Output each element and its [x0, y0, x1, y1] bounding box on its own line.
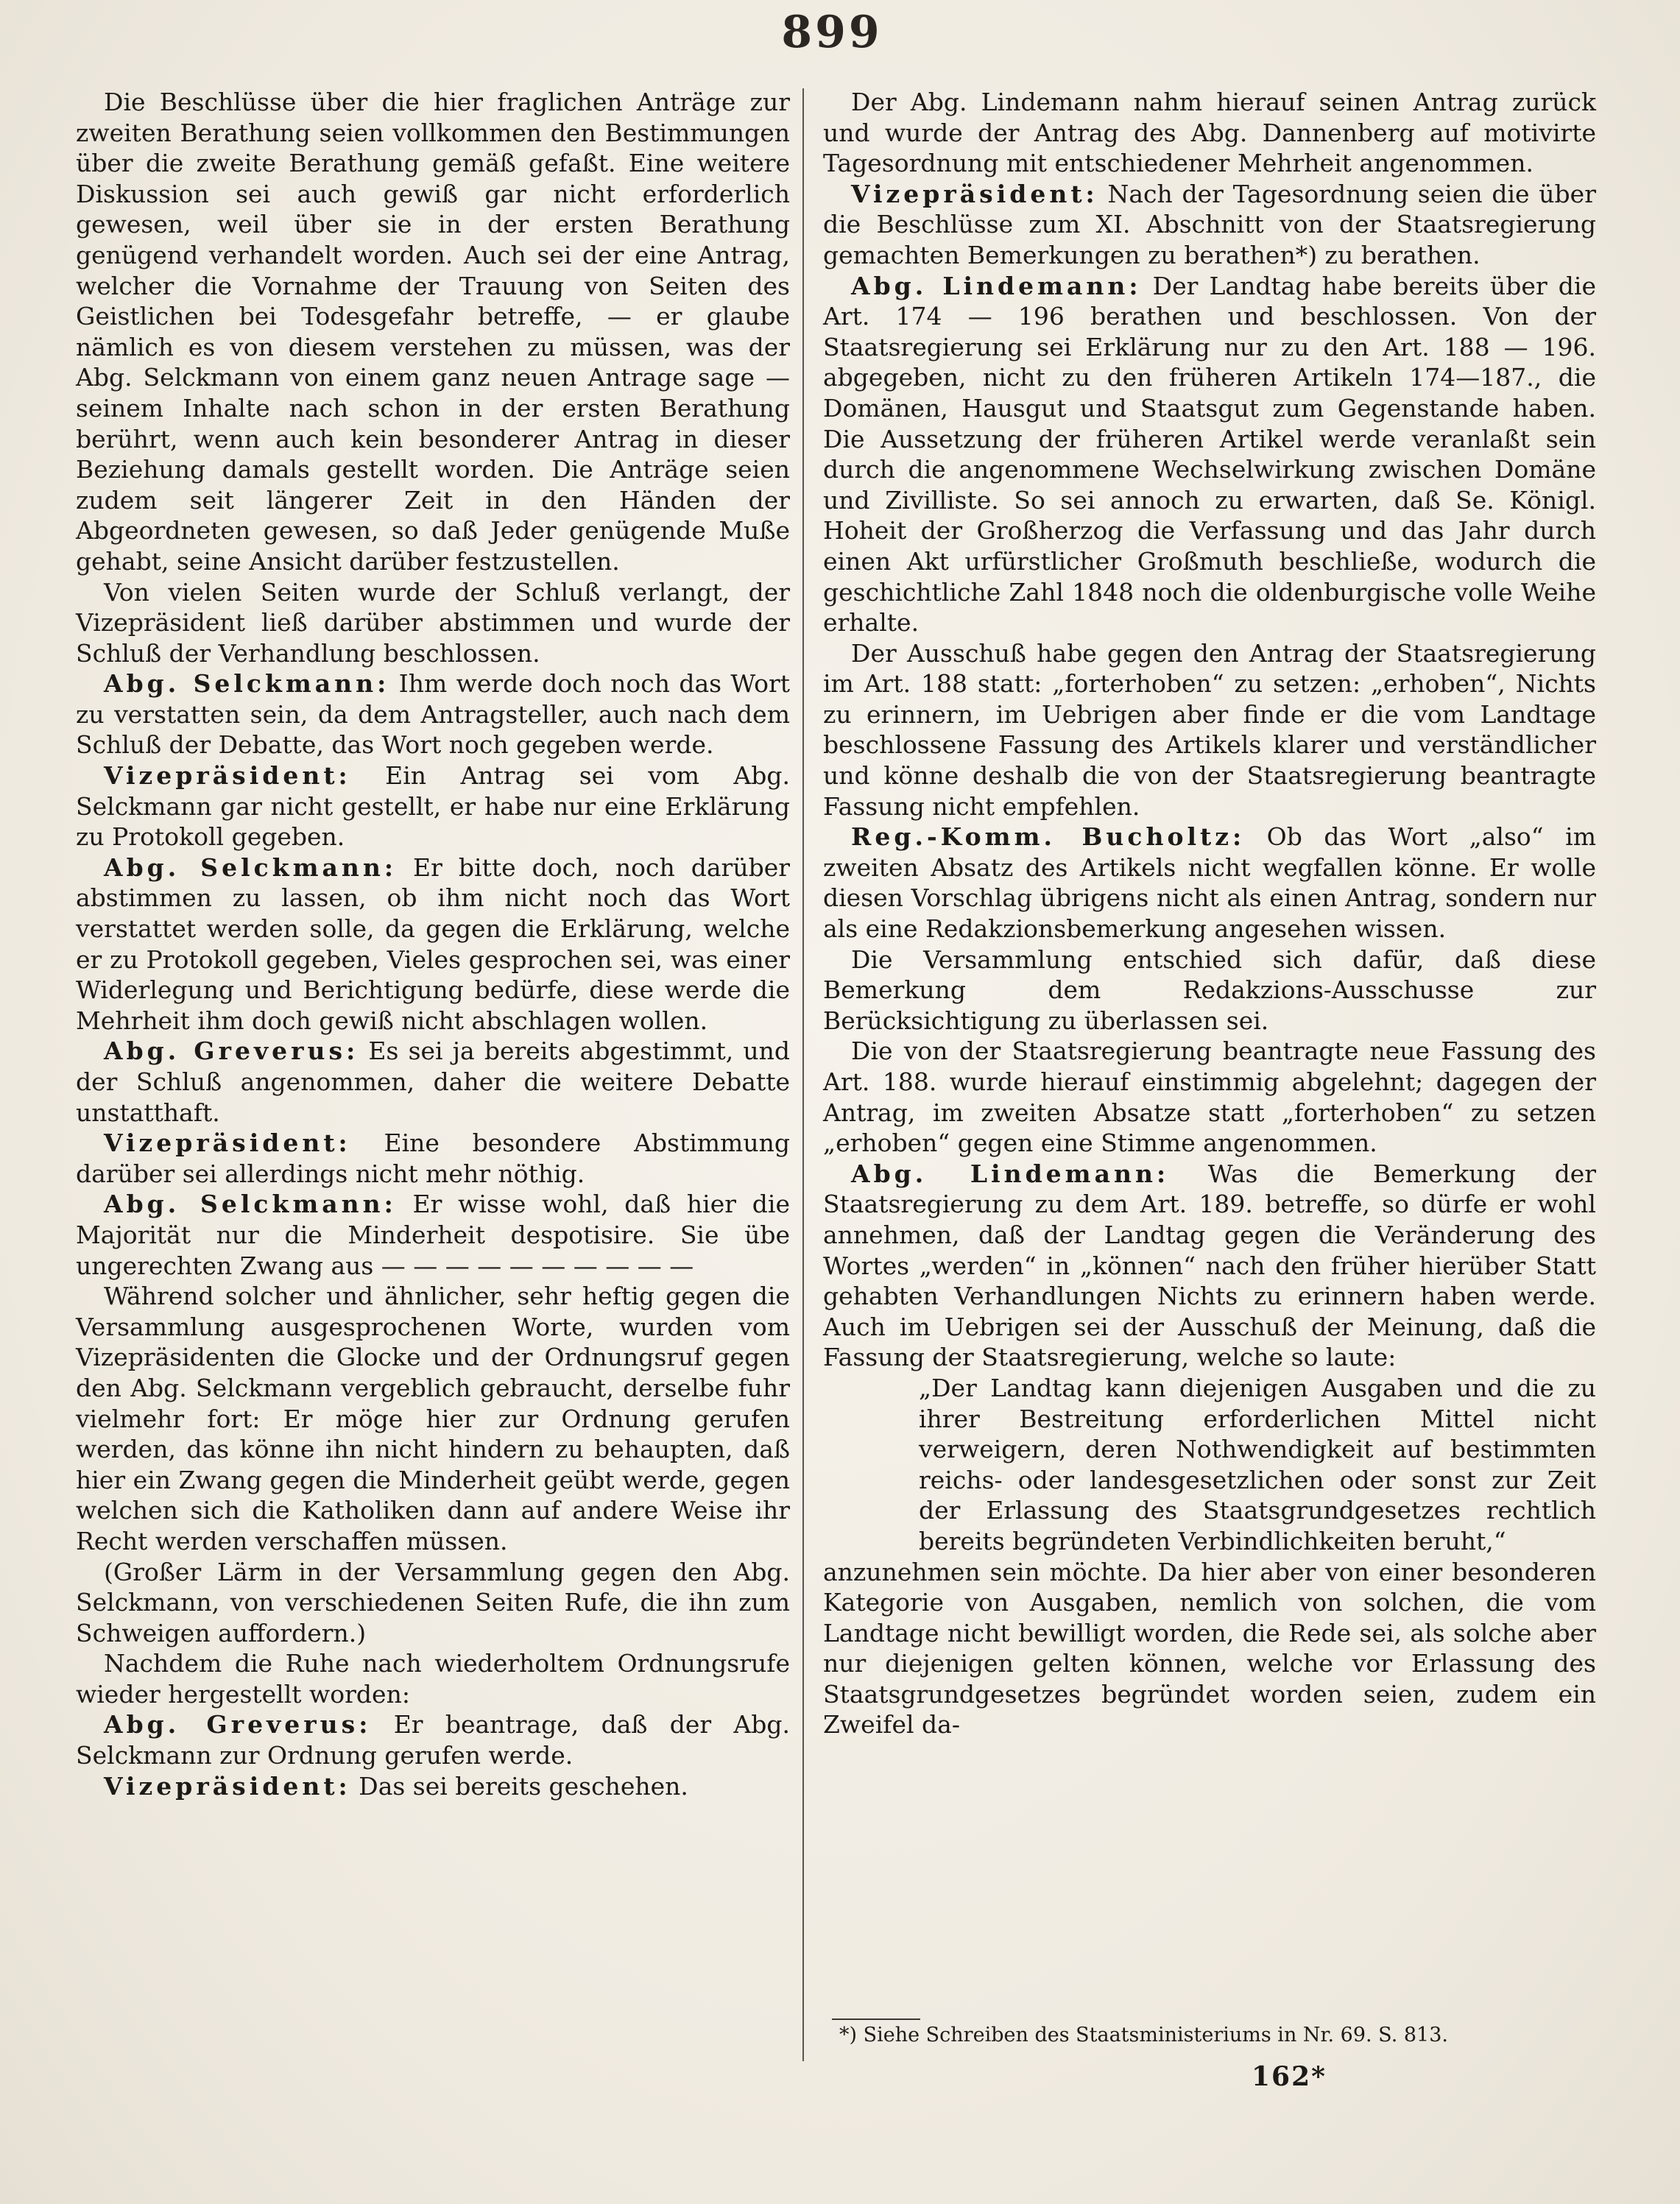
footnote-rule — [832, 2018, 920, 2020]
paragraph — [76, 1281, 790, 1556]
speaker-name: Vizepräsident: — [104, 1771, 351, 1801]
paragraph-text: anzunehmen sein möchte. Da hier aber von einer besonderen Kategorie von Ausgaben, nemlich von solchen, die vom Landtage nicht bewilligt worden, die Rede sei, als solche aber nur diejenigen gelten können, welche vor Erlassung des Staatsgrundgesetzes begründet worden seien, zudem ein Zweifel da- — [823, 1557, 1596, 1739]
paragraph — [823, 1159, 1596, 1373]
paragraph — [76, 577, 790, 669]
speaker-name: Vizepräsident: — [851, 179, 1098, 208]
paragraph — [919, 1373, 1596, 1557]
paragraph-text: Während solcher und ähnlicher, sehr heftig gegen die Versammlung ausgesprochenen Worte, wurden vom Vizepräsidenten die Glocke und der Ordnungsruf gegen den Abg. Selckmann vergeblich gebraucht, derselbe fuhr vielmehr fort: Er möge hier zur Ordnung gerufen werden, das könne ihn nicht hindern zu behaupten, daß hier ein Zwang gegen die Minderheit geübt werde, gegen welchen sich die Katholiken dann auf andere Weise ihr Recht werden verschaffen müssen. — [76, 1282, 790, 1555]
paragraph-text: Ein Antrag sei vom Abg. Selckmann gar nicht gestellt, er habe nur eine Erklärung zu Protokoll gegeben. — [76, 761, 790, 852]
paragraph — [76, 852, 790, 1036]
paragraph — [823, 822, 1596, 944]
paragraph — [823, 179, 1596, 271]
paragraph — [76, 1648, 790, 1709]
speaker-name: Abg. Selckmann: — [104, 1190, 397, 1219]
paragraph-text: Er beantrage, daß der Abg. Selckmann zur Ordnung gerufen werde. — [76, 1710, 790, 1770]
paragraph — [823, 271, 1596, 638]
paragraph-text: Der Ausschuß habe gegen den Antrag der Staatsregierung im Art. 188 statt: „forterhoben“ zu setzen: „erhoben“, Nichts zu erinnern, im Uebrigen aber finde er die vom Landtage beschlossene Fassung des Artikels klarer und verständlicher und könne deshalb die von der Staatsregierung beantragte Fassung nicht empfehlen. — [823, 638, 1596, 821]
paragraph-text: Der Landtag habe bereits über die Art. 174 — 196 berathen und beschlossen. Von der Staatsregierung sei Erklärung nur zu den Art. 188 — 196. abgegeben, nicht zu den früheren Artikeln 174—187., die Domänen, Hausgut und Staatsgut zum Gegenstande haben. Die Aussetzung der früheren Artikel werde veranlaßt sein durch die angenommene Wechselwirkung zwischen Domäne und Zivilliste. So sei annoch zu erwarten, daß Se. Königl. Hoheit der Großherzog die Verfassung und das Jahr durch einen Akt urfürstlicher Großmuth beschließe, wodurch die geschichtliche Zahl 1848 noch die oldenburgische volle Weihe erhalte. — [823, 271, 1596, 637]
paragraph — [823, 1557, 1596, 1741]
paragraph-text: Der Abg. Lindemann nahm hierauf seinen Antrag zurück und wurde der Antrag des Abg. Dannenberg auf motivirte Tagesordnung mit entschiedener Mehrheit angenommen. — [823, 88, 1596, 178]
signature-mark: 162* — [1252, 2061, 1327, 2092]
paragraph-text: Eine besondere Abstimmung darüber sei allerdings nicht mehr nöthig. — [76, 1129, 790, 1188]
paragraph — [76, 1128, 790, 1189]
paragraph — [76, 87, 790, 577]
speaker-name: Abg. Selckmann: — [104, 852, 398, 882]
paragraph — [823, 87, 1596, 179]
page-number: 899 — [781, 7, 883, 58]
speaker-name: Abg. Lindemann: — [851, 271, 1142, 300]
paragraph — [76, 1709, 790, 1770]
right-column — [823, 87, 1596, 1740]
paragraph-text: Die von der Staatsregierung beantragte neue Fassung des Art. 188. wurde hierauf einstimmig abgelehnt; dagegen der Antrag, im zweiten Absatze statt „forterhoben“ zu setzen „erhoben“ gegen eine Stimme angenommen. — [823, 1036, 1596, 1158]
left-column — [76, 87, 790, 1801]
column-rule — [802, 88, 804, 2061]
paragraph — [76, 1771, 790, 1802]
paragraph-text: Nachdem die Ruhe nach wiederholtem Ordnungsrufe wieder hergestellt worden: — [76, 1649, 790, 1709]
quoted-text: „Der Landtag kann diejenigen Ausgaben und die zu ihrer Bestreitung erforderlichen Mittel nicht verweigern, deren Nothwendigkeit auf bestimmten reichs- oder landesgesetzlichen oder sonst zur Zeit der Erlassung des Staatsgrundgesetzes rechtlich bereits begründeten Verbindlichkeiten beruht,“ — [919, 1373, 1596, 1555]
speaker-name: Vizepräsident: — [104, 1129, 351, 1158]
speaker-name: Vizepräsident: — [104, 761, 351, 791]
paragraph — [823, 638, 1596, 822]
paragraph — [76, 1557, 790, 1649]
speaker-name: Abg. Greverus: — [104, 1036, 359, 1066]
paragraph-text: Die Beschlüsse über die hier fraglichen Anträge zur zweiten Berathung seien vollkommen den Bestimmungen über die zweite Berathung gemäß gefaßt. Eine weitere Diskussion sei auch gewiß gar nicht erforderlich gewesen, weil über sie in der ersten Berathung genügend verhandelt worden. Auch sei der eine Antrag, welcher die Vornahme der Trauung von Seiten des Geistlichen bei Todesgefahr betreffe, — er glaube nämlich es von diesem verstehen zu müssen, was der Abg. Selckmann von einem ganz neuen Antrage sage — seinem Inhalte nach schon in der ersten Berathung berührt, wenn auch kein besonderer Antrag in dieser Beziehung damals gestellt worden. Die Anträge seien zudem seit längerer Zeit in den Händen der Abgeordneten gewesen, so daß Jeder genügende Muße gehabt, seine Ansicht darüber festzustellen. — [76, 88, 790, 576]
paragraph-text: Die Versammlung entschied sich dafür, daß diese Bemerkung dem Redakzions-Ausschusse zur Berücksichtigung zu überlassen sei. — [823, 944, 1596, 1035]
paragraph — [76, 760, 790, 852]
footnote: *) Siehe Schreiben des Staatsministeriums in Nr. 69. S. 813. — [839, 2024, 1448, 2046]
paragraph — [76, 1036, 790, 1128]
paragraph-text: Er wisse wohl, daß hier die Majorität nur die Minderheit despotisire. Sie übe ungerechten Zwang aus — — — — — — — — — — — [76, 1190, 790, 1280]
speaker-name: Abg. Greverus: — [104, 1710, 372, 1739]
paragraph-text: Das sei bereits geschehen. — [350, 1771, 688, 1801]
paragraph-text: Ihm werde doch noch das Wort zu verstatten sein, da dem Antragsteller, auch nach dem Schluß der Debatte, das Wort noch gegeben werde. — [76, 669, 790, 760]
paragraph-text: Er bitte doch, noch darüber abstimmen zu lassen, ob ihm nicht noch das Wort verstattet werden solle, da gegen die Erklärung, welche er zu Protokoll gegeben, Vieles gesprochen sei, was einer Widerlegung und Berichtigung bedürfe, diese werde die Mehrheit ihm doch gewiß nicht abschlagen wollen. — [76, 852, 790, 1035]
paragraph — [823, 1036, 1596, 1158]
speaker-name: Abg. Selckmann: — [104, 669, 390, 699]
paragraph-text: Ob das Wort „also“ im zweiten Absatz des Artikels nicht wegfallen könne. Er wolle diesen Vorschlag übrigens nicht als einen Antrag, sondern nur als eine Redakzionsbemerkung angesehen wissen. — [823, 822, 1596, 944]
paragraph-text: Nach der Tagesordnung seien die über die Beschlüsse zum XI. Abschnitt von der Staatsregierung gemachten Bemerkungen zu berathen*) zu berathen. — [823, 179, 1596, 269]
paragraph — [76, 1189, 790, 1281]
speaker-name: Reg.-Komm. Bucholtz: — [851, 822, 1246, 852]
paragraph-text: (Großer Lärm in der Versammlung gegen den Abg. Selckmann, von verschiedenen Seiten Rufe, die ihn zum Schweigen auffordern.) — [76, 1557, 790, 1647]
paragraph — [823, 944, 1596, 1036]
speaker-name: Abg. Lindemann: — [851, 1159, 1170, 1188]
paragraph-text: Was die Bemerkung der Staatsregierung zu dem Art. 189. betreffe, so dürfe er wohl annehmen, daß der Landtag gegen die Veränderung des Wortes „werden“ in „können“ nach den früher hierüber Statt gehabten Verhandlungen Nichts zu erinnern haben werde. Auch im Uebrigen sei der Ausschuß der Meinung, daß die Fassung der Staatsregierung, welche so laute: — [823, 1159, 1597, 1372]
paragraph-text: Von vielen Seiten wurde der Schluß verlangt, der Vizepräsident ließ darüber abstimmen und wurde der Schluß der Verhandlung beschlossen. — [76, 577, 790, 668]
paragraph-text: Es sei ja bereits abgestimmt, und der Schluß angenommen, daher die weitere Debatte unstatthaft. — [76, 1036, 790, 1127]
paragraph — [76, 668, 790, 760]
